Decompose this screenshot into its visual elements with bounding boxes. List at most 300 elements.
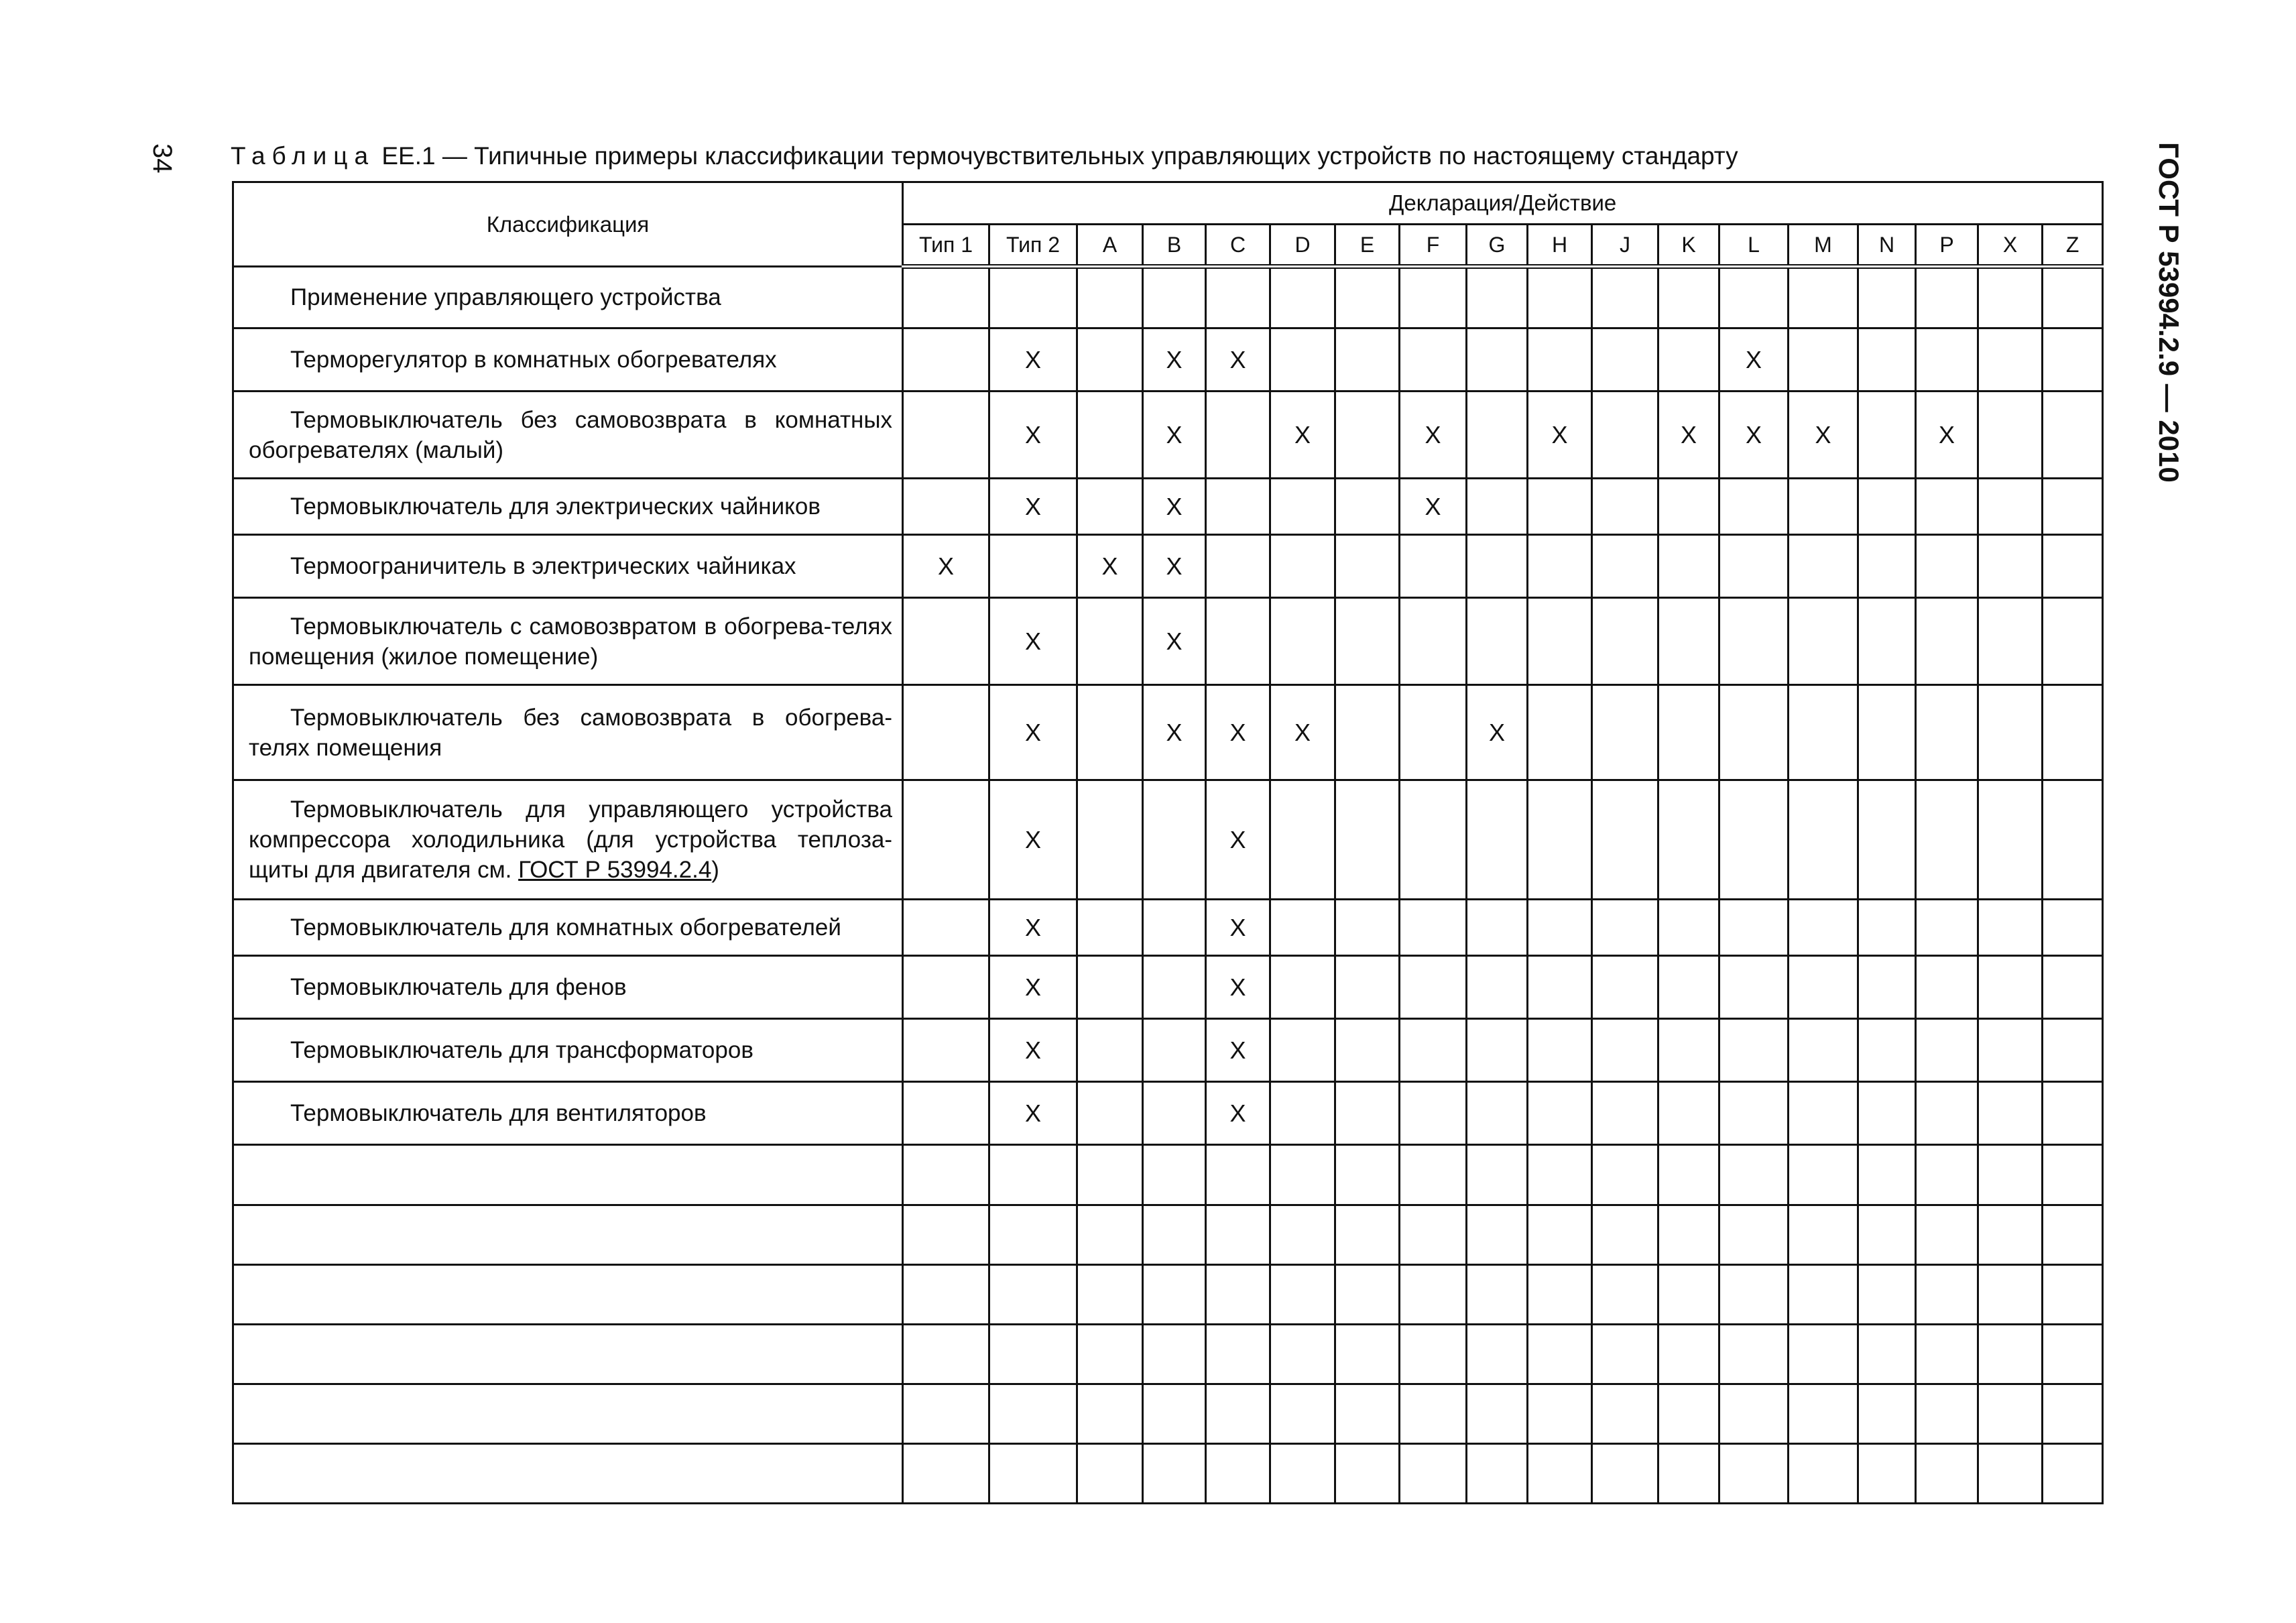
- table-row: [233, 1145, 2103, 1205]
- mark-cell: [1528, 900, 1592, 956]
- mark-cell: [1143, 685, 1206, 780]
- mark-cell: [1270, 479, 1335, 535]
- mark-cell: [1143, 780, 1206, 900]
- mark-cell: [1467, 900, 1528, 956]
- mark-cell: [1077, 1265, 1143, 1325]
- mark-cell: [989, 685, 1077, 780]
- mark-cell: [1658, 328, 1719, 392]
- mark-cell: [1335, 1082, 1400, 1145]
- mark-cell: [1789, 598, 1858, 685]
- mark-cell: [1400, 1205, 1467, 1265]
- mark-cell: [1528, 1384, 1592, 1444]
- mark-cell: [903, 328, 989, 392]
- classification-table: [232, 181, 2104, 1504]
- mark-cell: [1916, 956, 1978, 1019]
- mark-x: X: [1024, 973, 1041, 1001]
- classification-label: Термовыключатель для трансформаторов: [290, 1037, 753, 1063]
- mark-cell: [1658, 1019, 1719, 1082]
- column-header-5: C: [1206, 225, 1270, 267]
- mark-cell: [1206, 598, 1270, 685]
- mark-x: X: [1815, 420, 1831, 448]
- mark-cell: [1077, 598, 1143, 685]
- mark-cell: [1270, 780, 1335, 900]
- mark-cell: [1335, 328, 1400, 392]
- table-caption-text: ЕЕ.1 — Типичные примеры классификации термочувствительных управляющих устройств по настоящему стандарту: [381, 142, 1738, 170]
- mark-cell: [989, 479, 1077, 535]
- mark-cell: [1528, 956, 1592, 1019]
- mark-cell: [1270, 1384, 1335, 1444]
- mark-cell: [1789, 1265, 1858, 1325]
- mark-cell: [1335, 1145, 1400, 1205]
- mark-cell: [2043, 328, 2103, 392]
- mark-cell: [1270, 1325, 1335, 1384]
- mark-x: X: [1938, 420, 1955, 448]
- mark-x: X: [1024, 627, 1041, 655]
- mark-cell: [1719, 1384, 1789, 1444]
- column-header-17: X: [1978, 225, 2043, 267]
- mark-cell: [1467, 1145, 1528, 1205]
- mark-cell: [1467, 328, 1528, 392]
- mark-cell: [1143, 535, 1206, 598]
- standard-reference-link[interactable]: ГОСТ Р 53994.2.4: [518, 857, 712, 883]
- mark-cell: [1658, 267, 1719, 328]
- mark-cell: [903, 1444, 989, 1504]
- mark-cell: [1858, 1205, 1916, 1265]
- mark-cell: [1916, 328, 1978, 392]
- classification-label: Термовыключатель с самовозвратом в обогрева-телях помещения (жилое помещение): [249, 613, 892, 670]
- mark-cell: [2043, 1205, 2103, 1265]
- mark-cell: [1916, 392, 1978, 479]
- mark-cell: [1335, 1384, 1400, 1444]
- mark-x: X: [1425, 492, 1441, 520]
- mark-cell: [1978, 1444, 2043, 1504]
- mark-cell: [1978, 392, 2043, 479]
- mark-x: X: [1294, 420, 1311, 448]
- mark-cell: [1400, 1145, 1467, 1205]
- mark-cell: [1592, 900, 1658, 956]
- mark-cell: [1658, 598, 1719, 685]
- mark-cell: [1592, 535, 1658, 598]
- mark-cell: [1978, 900, 2043, 956]
- mark-cell: [903, 535, 989, 598]
- mark-cell: [1467, 1444, 1528, 1504]
- mark-cell: [2043, 1444, 2103, 1504]
- mark-cell: [1143, 267, 1206, 328]
- mark-cell: [1978, 598, 2043, 685]
- mark-cell: [989, 1444, 1077, 1504]
- mark-cell: [989, 1205, 1077, 1265]
- mark-cell: [1400, 1444, 1467, 1504]
- mark-cell: [1978, 267, 2043, 328]
- mark-cell: [1858, 267, 1916, 328]
- mark-cell: [1789, 1019, 1858, 1082]
- mark-cell: [1528, 1145, 1592, 1205]
- mark-cell: [903, 780, 989, 900]
- mark-cell: [1916, 685, 1978, 780]
- column-header-18: Z: [2043, 225, 2103, 267]
- classification-label: Терморегулятор в комнатных обогревателях: [290, 347, 777, 373]
- mark-cell: [1858, 1444, 1916, 1504]
- mark-x: X: [1024, 345, 1041, 373]
- mark-x: X: [1294, 718, 1311, 746]
- mark-cell: [1719, 1325, 1789, 1384]
- table-row: [233, 392, 2103, 479]
- mark-cell: [1719, 535, 1789, 598]
- classification-cell: [233, 1265, 903, 1325]
- mark-cell: [1335, 900, 1400, 956]
- mark-cell: [1400, 598, 1467, 685]
- document-id: ГОСТ Р 53994.2.9 — 2010: [2153, 142, 2185, 483]
- mark-cell: [1528, 392, 1592, 479]
- mark-cell: [1858, 685, 1916, 780]
- mark-cell: [1528, 1205, 1592, 1265]
- mark-cell: [903, 1082, 989, 1145]
- mark-cell: [2043, 267, 2103, 328]
- mark-cell: [1789, 535, 1858, 598]
- mark-cell: [1658, 1082, 1719, 1145]
- mark-cell: [1400, 392, 1467, 479]
- mark-cell: [1077, 1444, 1143, 1504]
- mark-cell: [903, 1205, 989, 1265]
- mark-x: X: [1229, 825, 1246, 853]
- table-row: [233, 1384, 2103, 1444]
- classification-label: Термовыключатель для управляющего устройства компрессора холодильника (для устройства теплоза-щиты для двигателя см.: [249, 796, 892, 883]
- column-header-15: N: [1858, 225, 1916, 267]
- declaration-action-header: Декларация/Действие: [903, 182, 2103, 225]
- mark-cell: [1719, 598, 1789, 685]
- column-header-4: B: [1143, 225, 1206, 267]
- mark-cell: [1858, 1265, 1916, 1325]
- mark-cell: [1467, 598, 1528, 685]
- classification-cell: [233, 685, 903, 780]
- column-header-14: M: [1789, 225, 1858, 267]
- mark-cell: [1467, 1265, 1528, 1325]
- mark-cell: [1858, 1082, 1916, 1145]
- mark-cell: [1978, 1384, 2043, 1444]
- mark-cell: [1400, 535, 1467, 598]
- classification-label: Термовыключатель для электрических чайников: [290, 493, 821, 520]
- mark-cell: [903, 1145, 989, 1205]
- mark-cell: [1592, 1325, 1658, 1384]
- classification-cell: [233, 1145, 903, 1205]
- mark-cell: [2043, 900, 2103, 956]
- mark-cell: [1400, 956, 1467, 1019]
- column-header-11: J: [1592, 225, 1658, 267]
- mark-cell: [1658, 535, 1719, 598]
- mark-cell: [1658, 780, 1719, 900]
- mark-cell: [1335, 956, 1400, 1019]
- mark-cell: [1143, 1265, 1206, 1325]
- mark-cell: [1143, 1019, 1206, 1082]
- mark-cell: [1400, 328, 1467, 392]
- mark-cell: [1592, 1205, 1658, 1265]
- mark-cell: [1858, 328, 1916, 392]
- classification-label-suffix: ): [711, 857, 719, 883]
- mark-x: X: [1024, 913, 1041, 941]
- mark-cell: [1528, 267, 1592, 328]
- mark-cell: [1858, 1384, 1916, 1444]
- mark-x: X: [1024, 1099, 1041, 1127]
- mark-x: X: [1101, 552, 1118, 580]
- mark-cell: [1528, 535, 1592, 598]
- mark-cell: [1143, 1082, 1206, 1145]
- mark-cell: [1719, 1205, 1789, 1265]
- mark-cell: [1206, 1205, 1270, 1265]
- mark-cell: [1916, 1205, 1978, 1265]
- mark-cell: [1858, 479, 1916, 535]
- mark-cell: [1206, 1325, 1270, 1384]
- mark-cell: [1789, 479, 1858, 535]
- mark-cell: [1270, 1082, 1335, 1145]
- mark-cell: [1719, 479, 1789, 535]
- mark-x: X: [1229, 973, 1246, 1001]
- mark-cell: [1077, 1082, 1143, 1145]
- mark-cell: [1719, 1444, 1789, 1504]
- mark-cell: [989, 956, 1077, 1019]
- mark-x: X: [1166, 492, 1183, 520]
- mark-cell: [1270, 1145, 1335, 1205]
- table-row: [233, 1019, 2103, 1082]
- mark-cell: [1719, 1082, 1789, 1145]
- mark-cell: [1400, 1325, 1467, 1384]
- mark-cell: [903, 392, 989, 479]
- mark-cell: [2043, 1082, 2103, 1145]
- classification-cell: [233, 1325, 903, 1384]
- mark-cell: [1858, 1145, 1916, 1205]
- mark-x: X: [1229, 1036, 1246, 1064]
- classification-cell: [233, 1082, 903, 1145]
- mark-cell: [1658, 1444, 1719, 1504]
- mark-x: X: [1229, 1099, 1246, 1127]
- column-header-16: P: [1916, 225, 1978, 267]
- mark-cell: [1789, 1325, 1858, 1384]
- table-row: [233, 780, 2103, 900]
- mark-cell: [1400, 900, 1467, 956]
- mark-cell: [1858, 780, 1916, 900]
- mark-cell: [1916, 1082, 1978, 1145]
- mark-x: X: [1488, 718, 1505, 746]
- mark-x: X: [1166, 552, 1183, 580]
- mark-cell: [1335, 267, 1400, 328]
- mark-cell: [2043, 780, 2103, 900]
- mark-cell: [1658, 1384, 1719, 1444]
- mark-cell: [1467, 685, 1528, 780]
- mark-cell: [1270, 328, 1335, 392]
- mark-cell: [1528, 685, 1592, 780]
- mark-cell: [1658, 1325, 1719, 1384]
- mark-cell: [1270, 1205, 1335, 1265]
- mark-cell: [1528, 1082, 1592, 1145]
- mark-cell: [1077, 392, 1143, 479]
- mark-cell: [1077, 1205, 1143, 1265]
- mark-cell: [1077, 267, 1143, 328]
- mark-cell: [1916, 1384, 1978, 1444]
- mark-cell: [1400, 1082, 1467, 1145]
- mark-cell: [1270, 956, 1335, 1019]
- mark-cell: [1206, 956, 1270, 1019]
- classification-cell: [233, 535, 903, 598]
- mark-cell: [1270, 598, 1335, 685]
- mark-cell: [1467, 780, 1528, 900]
- mark-cell: [1978, 1082, 2043, 1145]
- column-header-12: K: [1658, 225, 1719, 267]
- mark-cell: [1916, 1145, 1978, 1205]
- mark-cell: [2043, 598, 2103, 685]
- mark-cell: [1789, 956, 1858, 1019]
- classification-label: Термовыключатель без самовозврата в комнатных обогревателях (малый): [249, 406, 892, 463]
- mark-cell: [1400, 1019, 1467, 1082]
- mark-x: X: [1166, 718, 1183, 746]
- mark-cell: [1858, 392, 1916, 479]
- mark-cell: [1916, 1019, 1978, 1082]
- mark-cell: [903, 598, 989, 685]
- mark-cell: [1143, 1145, 1206, 1205]
- mark-cell: [1592, 1145, 1658, 1205]
- table-row: [233, 328, 2103, 392]
- classification-label: Термоограничитель в электрических чайниках: [290, 553, 796, 579]
- column-header-6: D: [1270, 225, 1335, 267]
- mark-cell: [1978, 479, 2043, 535]
- mark-cell: [1528, 780, 1592, 900]
- mark-x: X: [937, 552, 954, 580]
- table-row: [233, 479, 2103, 535]
- mark-cell: [1658, 900, 1719, 956]
- mark-cell: [1077, 956, 1143, 1019]
- mark-cell: [1206, 1019, 1270, 1082]
- mark-cell: [1528, 1325, 1592, 1384]
- mark-cell: [903, 479, 989, 535]
- mark-cell: [2043, 1145, 2103, 1205]
- mark-cell: [903, 1265, 989, 1325]
- mark-x: X: [1680, 420, 1697, 448]
- mark-cell: [1658, 1145, 1719, 1205]
- mark-cell: [1143, 479, 1206, 535]
- mark-cell: [1789, 685, 1858, 780]
- mark-cell: [1592, 1019, 1658, 1082]
- mark-cell: [989, 1145, 1077, 1205]
- mark-cell: [1592, 1444, 1658, 1504]
- mark-cell: [1467, 392, 1528, 479]
- classification-label: Применение управляющего устройства: [290, 284, 721, 310]
- mark-cell: [903, 267, 989, 328]
- mark-x: X: [1229, 345, 1246, 373]
- mark-cell: [2043, 685, 2103, 780]
- mark-cell: [989, 1082, 1077, 1145]
- mark-cell: [1592, 1265, 1658, 1325]
- mark-cell: [1978, 1145, 2043, 1205]
- mark-cell: [903, 1325, 989, 1384]
- mark-cell: [1077, 1384, 1143, 1444]
- mark-cell: [1719, 1265, 1789, 1325]
- table-row: [233, 1265, 2103, 1325]
- mark-cell: [1789, 1384, 1858, 1444]
- table-header-row-group: [233, 182, 2103, 225]
- mark-cell: [1858, 535, 1916, 598]
- mark-cell: [1400, 685, 1467, 780]
- mark-cell: [989, 1019, 1077, 1082]
- mark-cell: [903, 900, 989, 956]
- mark-cell: [1658, 685, 1719, 780]
- mark-cell: [1789, 392, 1858, 479]
- column-header-9: G: [1467, 225, 1528, 267]
- mark-x: X: [1024, 492, 1041, 520]
- mark-cell: [1400, 1384, 1467, 1444]
- mark-cell: [1789, 900, 1858, 956]
- mark-cell: [989, 267, 1077, 328]
- mark-x: X: [1166, 420, 1183, 448]
- page-number: 34: [147, 143, 177, 174]
- classification-header: Классификация: [233, 182, 903, 267]
- mark-cell: [1916, 1265, 1978, 1325]
- mark-cell: [1789, 328, 1858, 392]
- mark-x: X: [1024, 825, 1041, 853]
- mark-cell: [2043, 392, 2103, 479]
- mark-cell: [1335, 535, 1400, 598]
- mark-cell: [1206, 328, 1270, 392]
- mark-cell: [1978, 780, 2043, 900]
- mark-cell: [1916, 267, 1978, 328]
- mark-cell: [1467, 1384, 1528, 1444]
- mark-x: X: [1745, 345, 1762, 373]
- mark-x: X: [1024, 1036, 1041, 1064]
- mark-cell: [1335, 1205, 1400, 1265]
- mark-cell: [989, 535, 1077, 598]
- mark-cell: [903, 685, 989, 780]
- mark-cell: [1916, 1325, 1978, 1384]
- mark-cell: [1916, 598, 1978, 685]
- mark-cell: [1978, 1019, 2043, 1082]
- mark-x: X: [1551, 420, 1568, 448]
- table-row: [233, 900, 2103, 956]
- mark-cell: [1789, 1205, 1858, 1265]
- mark-cell: [1206, 479, 1270, 535]
- mark-x: X: [1745, 420, 1762, 448]
- table-row: [233, 1082, 2103, 1145]
- mark-x: X: [1024, 718, 1041, 746]
- mark-cell: [1143, 392, 1206, 479]
- mark-x: X: [1229, 718, 1246, 746]
- mark-cell: [1270, 267, 1335, 328]
- mark-cell: [2043, 479, 2103, 535]
- mark-cell: [1592, 598, 1658, 685]
- mark-cell: [1467, 1205, 1528, 1265]
- classification-label: Термовыключатель для комнатных обогревателей: [290, 914, 841, 941]
- mark-cell: [1335, 1325, 1400, 1384]
- mark-cell: [1467, 1082, 1528, 1145]
- mark-cell: [1077, 900, 1143, 956]
- mark-cell: [1206, 685, 1270, 780]
- column-header-13: L: [1719, 225, 1789, 267]
- mark-cell: [1077, 1019, 1143, 1082]
- mark-cell: [1467, 479, 1528, 535]
- mark-cell: [1467, 956, 1528, 1019]
- mark-cell: [989, 328, 1077, 392]
- mark-cell: [1467, 535, 1528, 598]
- mark-cell: [1719, 956, 1789, 1019]
- mark-cell: [1592, 328, 1658, 392]
- mark-cell: [1528, 1019, 1592, 1082]
- mark-cell: [1143, 328, 1206, 392]
- mark-cell: [1592, 956, 1658, 1019]
- mark-cell: [1978, 1205, 2043, 1265]
- mark-cell: [2043, 956, 2103, 1019]
- mark-cell: [1592, 780, 1658, 900]
- classification-cell: [233, 598, 903, 685]
- table-row: [233, 956, 2103, 1019]
- mark-cell: [1206, 1145, 1270, 1205]
- classification-cell: [233, 900, 903, 956]
- mark-cell: [1270, 535, 1335, 598]
